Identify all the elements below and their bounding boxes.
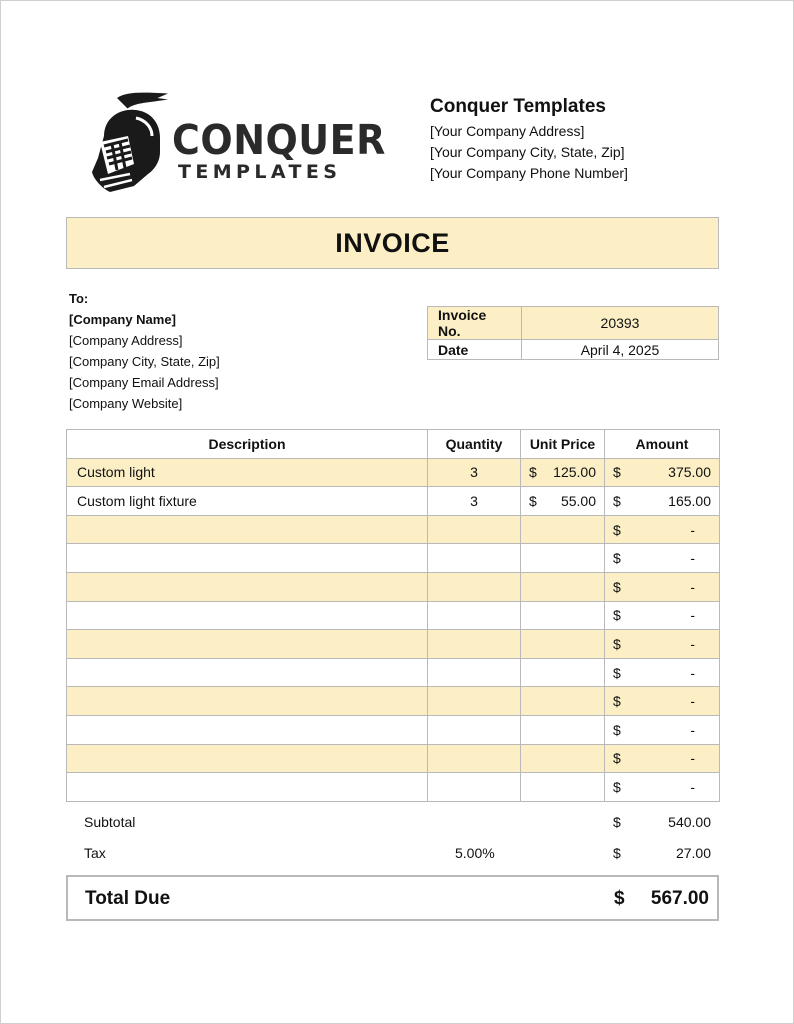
- item-amount: [605, 487, 720, 516]
- currency-symbol: $: [613, 635, 621, 652]
- item-amount: [605, 687, 720, 716]
- invoice-title-banner: INVOICE: [66, 217, 719, 269]
- currency-symbol: $: [613, 845, 621, 861]
- item-quantity: [428, 658, 521, 687]
- table-row: [67, 458, 720, 487]
- amount-value: -: [690, 578, 695, 595]
- amount-value: -: [690, 607, 695, 624]
- unit-price-value: 125.00: [553, 464, 596, 481]
- item-unit-price: [521, 744, 605, 773]
- currency-symbol: $: [613, 550, 621, 567]
- unit-price-money: [521, 493, 604, 509]
- item-description: Custom light fixture: [67, 487, 428, 516]
- amount-value: 375.00: [668, 464, 711, 481]
- amount-money: [605, 722, 719, 738]
- item-unit-price: [521, 515, 605, 544]
- currency-symbol: $: [613, 521, 621, 538]
- item-amount: [605, 744, 720, 773]
- unit-price-value: 55.00: [560, 492, 596, 509]
- item-quantity: [428, 601, 521, 630]
- currency-symbol: $: [613, 664, 621, 681]
- item-quantity: [428, 715, 521, 744]
- column-header-description: Description: [67, 430, 428, 459]
- table-row: [67, 572, 720, 601]
- item-description: [67, 715, 428, 744]
- item-description: Custom light: [67, 458, 428, 487]
- item-unit-price: [521, 773, 605, 802]
- currency-symbol: $: [613, 464, 621, 481]
- currency-symbol: $: [529, 464, 537, 481]
- amount-value: -: [690, 664, 695, 681]
- item-quantity: [428, 572, 521, 601]
- total-due-label: Total Due: [85, 888, 171, 909]
- item-quantity: [428, 544, 521, 573]
- client-company-name: [Company Name]: [69, 312, 176, 327]
- table-row: [67, 715, 720, 744]
- invoice-number-row: [428, 307, 719, 340]
- item-amount: [605, 715, 720, 744]
- item-unit-price: [521, 487, 605, 516]
- amount-money: [605, 493, 719, 509]
- currency-symbol: $: [613, 814, 621, 830]
- table-row: [67, 687, 720, 716]
- item-amount: [605, 601, 720, 630]
- column-header-quantity: Quantity: [428, 430, 521, 459]
- currency-symbol: $: [613, 750, 621, 767]
- client-email: [Company Email Address]: [69, 375, 219, 390]
- amount-money: [605, 550, 719, 566]
- invoice-date-label: Date: [428, 340, 522, 360]
- item-description: [67, 544, 428, 573]
- unit-price-money: [521, 464, 604, 480]
- client-website: [Company Website]: [69, 396, 183, 411]
- line-items-table: [66, 429, 720, 802]
- subtotal-value: 540.00: [668, 814, 711, 830]
- table-row: [67, 601, 720, 630]
- table-row: [67, 773, 720, 802]
- company-address: [Your Company Address]: [430, 123, 585, 139]
- amount-value: 165.00: [668, 492, 711, 509]
- item-amount: [605, 458, 720, 487]
- amount-value: -: [690, 778, 695, 795]
- item-unit-price: [521, 572, 605, 601]
- item-description: [67, 687, 428, 716]
- item-quantity: 3: [428, 458, 521, 487]
- column-header-amount: Amount: [605, 430, 720, 459]
- table-row: [67, 744, 720, 773]
- table-row: [67, 630, 720, 659]
- logo-wordmark-top: CONQUER: [172, 116, 386, 164]
- invoice-number-value: 20393: [522, 307, 719, 340]
- company-phone: [Your Company Phone Number]: [430, 165, 628, 181]
- table-row: [67, 515, 720, 544]
- amount-money: [605, 464, 719, 480]
- subtotal-row: [66, 807, 719, 838]
- totals-block: [66, 807, 719, 869]
- company-info: [430, 96, 628, 184]
- currency-symbol: $: [613, 578, 621, 595]
- item-unit-price: [521, 658, 605, 687]
- amount-value: -: [690, 693, 695, 710]
- item-description: [67, 658, 428, 687]
- currency-symbol: $: [614, 888, 625, 909]
- invoice-meta-table: [427, 306, 719, 360]
- column-header-unit-price: Unit Price: [521, 430, 605, 459]
- currency-symbol: $: [613, 721, 621, 738]
- tax-label: Tax: [84, 845, 106, 861]
- subtotal-label: Subtotal: [84, 814, 136, 830]
- table-row: [67, 658, 720, 687]
- item-quantity: [428, 744, 521, 773]
- amount-money: [605, 579, 719, 595]
- currency-symbol: $: [613, 778, 621, 795]
- item-quantity: [428, 773, 521, 802]
- item-description: [67, 572, 428, 601]
- amount-value: -: [690, 550, 695, 567]
- amount-money: [605, 636, 719, 652]
- amount-value: -: [690, 721, 695, 738]
- tax-rate: 5.00%: [455, 845, 495, 861]
- amount-money: [605, 693, 719, 709]
- item-amount: [605, 630, 720, 659]
- item-amount: [605, 515, 720, 544]
- table-row: [67, 487, 720, 516]
- currency-symbol: $: [613, 607, 621, 624]
- item-description: [67, 515, 428, 544]
- company-logo: [90, 92, 386, 196]
- item-amount: [605, 544, 720, 573]
- amount-money: [605, 665, 719, 681]
- currency-symbol: $: [613, 693, 621, 710]
- table-header-row: [67, 430, 720, 459]
- amount-money: [605, 607, 719, 623]
- company-name: Conquer Templates: [430, 96, 606, 117]
- item-quantity: [428, 630, 521, 659]
- item-description: [67, 744, 428, 773]
- item-unit-price: [521, 687, 605, 716]
- bill-to-block: [69, 288, 220, 414]
- currency-symbol: $: [529, 492, 537, 509]
- amount-value: -: [690, 521, 695, 538]
- total-due-value: 567.00: [650, 888, 709, 909]
- item-description: [67, 630, 428, 659]
- item-amount: [605, 773, 720, 802]
- tax-row: [66, 838, 719, 869]
- amount-value: -: [690, 635, 695, 652]
- invoice-date-row: [428, 340, 719, 360]
- logo-wordmark-bottom: TEMPLATES: [178, 161, 342, 183]
- item-unit-price: [521, 458, 605, 487]
- amount-money: [605, 522, 719, 538]
- invoice-number-label: Invoice No.: [428, 307, 522, 340]
- item-unit-price: [521, 715, 605, 744]
- item-description: [67, 773, 428, 802]
- amount-money: [605, 750, 719, 766]
- client-city: [Company City, State, Zip]: [69, 354, 220, 369]
- company-city: [Your Company City, State, Zip]: [430, 144, 625, 160]
- item-amount: [605, 572, 720, 601]
- currency-symbol: $: [613, 492, 621, 509]
- amount-value: -: [690, 750, 695, 767]
- item-description: [67, 601, 428, 630]
- tax-value: 27.00: [675, 845, 711, 861]
- knight-helmet-icon: [90, 92, 170, 196]
- item-unit-price: [521, 544, 605, 573]
- invoice-date-value: April 4, 2025: [522, 340, 719, 360]
- table-row: [67, 544, 720, 573]
- item-quantity: [428, 687, 521, 716]
- item-quantity: 3: [428, 487, 521, 516]
- total-due-box: [66, 875, 719, 921]
- item-amount: [605, 658, 720, 687]
- item-unit-price: [521, 601, 605, 630]
- amount-money: [605, 779, 719, 795]
- item-quantity: [428, 515, 521, 544]
- bill-to-label: To:: [69, 291, 89, 306]
- item-unit-price: [521, 630, 605, 659]
- client-address: [Company Address]: [69, 333, 183, 348]
